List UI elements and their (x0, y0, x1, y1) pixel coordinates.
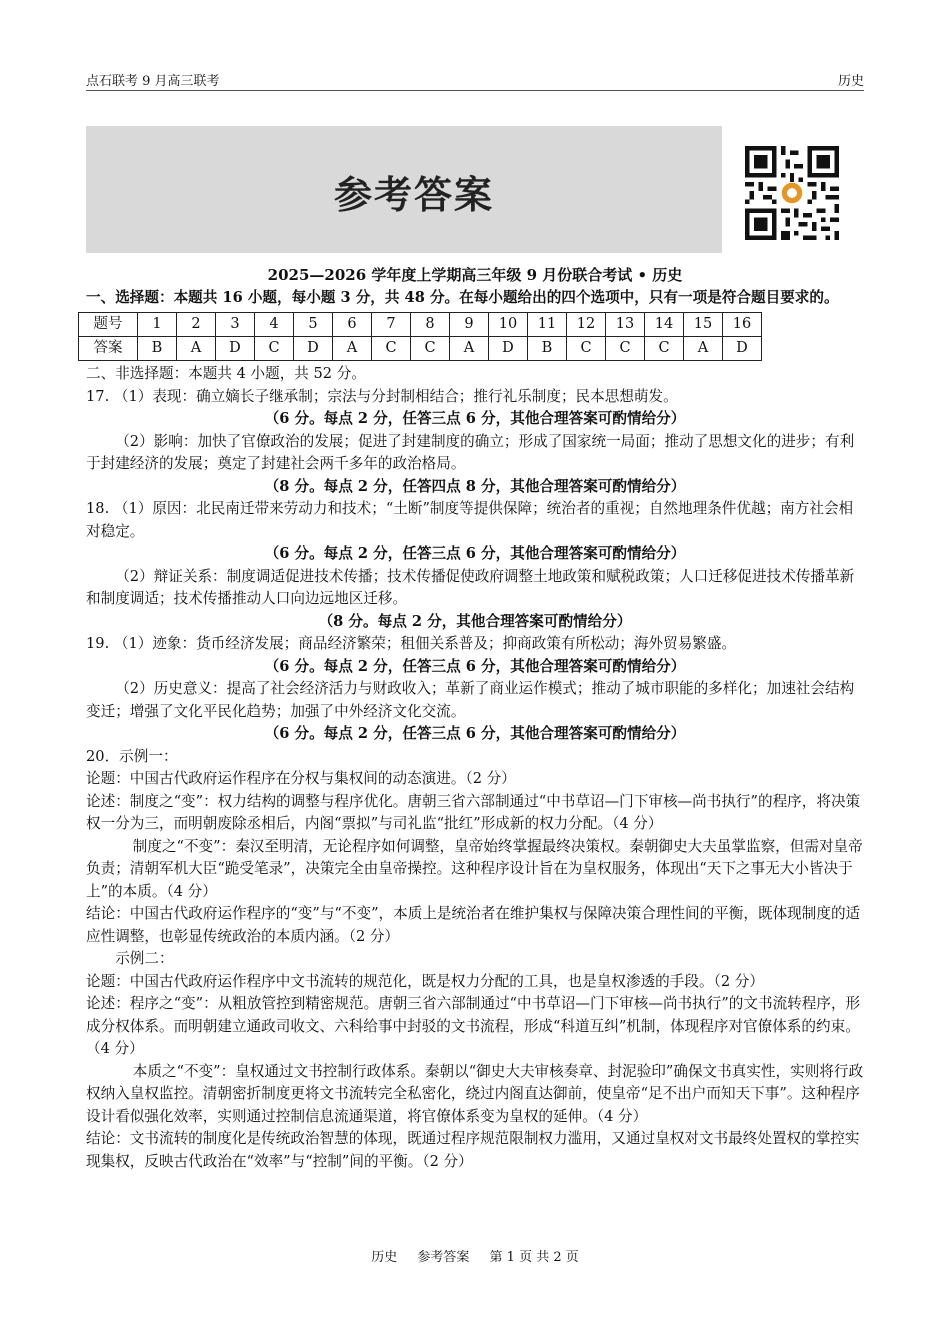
page-footer (0, 1246, 950, 1265)
section2-heading: 二、非选择题：本题共 4 小题，共 52 分。 (86, 365, 366, 382)
table-cell: A (684, 337, 723, 361)
table-cell: B (528, 337, 567, 361)
table-cell: 9 (450, 313, 489, 337)
table-cell: D (294, 337, 333, 361)
table-cell: D (216, 337, 255, 361)
table-cell: 15 (684, 313, 723, 337)
q19-part2: （2）历史意义：提高了社会经济活力与财政收入；革新了商业运作模式；推动了城市职能的多样化；加速社会结构变迁；增强了文化平民化趋势；加强了中外经济文化交流。 (86, 680, 855, 720)
section1-heading: 一、选择题：本题共 16 小题，每小题 3 分，共 48 分。在每小题给出的四个选项中，只有一项是符合题目要求的。 (86, 288, 839, 306)
table-row-answers (79, 337, 762, 361)
table-cell: C (606, 337, 645, 361)
q19-score1: （6 分。每点 2 分，任答三点 6 分，其他合理答案可酌情给分） (264, 657, 686, 675)
table-cell: 11 (528, 313, 567, 337)
table-cell: D (723, 337, 762, 361)
table-cell: D (489, 337, 528, 361)
q18-part1: 18. （1）原因：北民南迁带来劳动力和技术；“土断”制度等提供保障；统治者的重视；自然地理条件优越；南方社会相对稳定。 (86, 500, 854, 540)
banner-title: 参考答案 (334, 172, 495, 217)
row-label-answer: 答案 (79, 337, 138, 361)
table-cell: A (450, 337, 489, 361)
q17-score2: （8 分。每点 2 分，任答四点 8 分，其他合理答案可酌情给分） (264, 477, 686, 495)
q18-score2: （8 分。每点 2 分，其他合理答案可酌情给分） (318, 612, 632, 630)
row-label-number: 题号 (79, 313, 138, 337)
table-cell: 3 (216, 313, 255, 337)
table-cell: B (138, 337, 177, 361)
q17-part1: 17. （1）表现：确立嫡长子继承制；宗法与分封制相结合；推行礼乐制度；民本思想萌发。 (86, 387, 678, 405)
q20-e1-argument2: 制度之“不变”：秦汉至明清，无论程序如何调整，皇帝始终掌握最终决策权。秦朝御史大夫虽掌监察，但需对皇帝负责；清朝军机大臣“跪受笔录”，决策完全由皇帝操控。这种程序设计旨在为皇权服务，体现出“天下之事无大小皆决于上”的本质。（4 分） (86, 837, 863, 900)
qr-code-icon (745, 146, 839, 240)
q20-e1-thesis: 论题：中国古代政府运作程序在分权与集权间的动态演进。（2 分） (86, 770, 516, 787)
header-exam-name: 点石联考 9 月高三联考 (86, 74, 220, 89)
table-cell: 10 (489, 313, 528, 337)
table-cell: C (411, 337, 450, 361)
q18-score1: （6 分。每点 2 分，任答三点 6 分，其他合理答案可酌情给分） (264, 545, 686, 562)
q20-e2-argument2: 本质之“不变”：皇权通过文书控制行政体系。秦朝以“御史大夫审核奏章、封泥验印”确保文书真实性，实则将行政权纳入皇权监控。清朝密折制度更将文书流转完全私密化，绕过内阁直达御前，使皇帝“足不出户而知天下事”。这种程序设计看似强化效率，实则通过控制信息流通渠道，将官僚体系变为皇权的延伸。（4 分） (86, 1062, 864, 1125)
title-banner (86, 126, 722, 253)
table-cell: A (333, 337, 372, 361)
q20-e1-conclusion: 结论：中国古代政府运作程序的“变”与“不变”，本质上是统治者在维护集权与保障决策合理性间的平衡，既体现制度的适应性调整，也彰显传统政治的本质内涵。（2 分） (86, 905, 861, 945)
q19-score2: （6 分。每点 2 分，任答三点 6 分，其他合理答案可酌情给分） (264, 725, 686, 742)
table-cell: 16 (723, 313, 762, 337)
table-cell: 14 (645, 313, 684, 337)
table-cell: 7 (372, 313, 411, 337)
q20-intro: 20．示例一： (86, 747, 178, 765)
q18-part2: （2）辩证关系：制度调适促进技术传播；技术传播促使政府调整土地政策和赋税政策；人口迁移促进技术传播革新和制度调适；技术传播推动人口向边远地区迁移。 (86, 567, 855, 607)
table-cell: 2 (177, 313, 216, 337)
table-cell: C (255, 337, 294, 361)
exam-title: 2025—2026 学年度上学期高三年级 9 月份联合考试 • 历史 (267, 266, 683, 284)
table-cell: 4 (255, 313, 294, 337)
table-row-numbers (79, 313, 762, 337)
answer-content (86, 264, 864, 1173)
q17-score1: （6 分。每点 2 分，任答三点 6 分，其他合理答案可酌情给分） (264, 410, 686, 427)
table-cell: A (177, 337, 216, 361)
page-header (86, 70, 864, 91)
q17-part2: （2）影响：加快了官僚政治的发展；促进了封建制度的确立；形成了国家统一局面；推动了思想文化的进步；有利于封建经济的发展；奠定了封建社会两千多年的政治格局。 (86, 432, 855, 472)
q19-part1: 19. （1）迹象：货币经济发展；商品经济繁荣；租佃关系普及；抑商政策有所松动；海外贸易繁盛。 (86, 635, 737, 652)
table-cell: 12 (567, 313, 606, 337)
footer-page-number: 第 1 页 共 2 页 (489, 1250, 579, 1265)
table-cell: C (567, 337, 606, 361)
answer-table (78, 312, 762, 361)
table-cell: 6 (333, 313, 372, 337)
table-cell: C (645, 337, 684, 361)
q20-e2-argument1: 论述：程序之“变”：从粗放管控到精密规范。唐朝三省六部制通过“中书草诏—门下审核—尚书执行”的文书流转程序，形成分权体系。而明朝建立通政司收文、六科给事中封驳的文书流程，形成“科道互纠”机制，体现程序对官僚体系的约束。（4 分） (86, 995, 861, 1057)
table-cell: 1 (138, 313, 177, 337)
table-cell: 5 (294, 313, 333, 337)
header-subject: 历史 (837, 74, 864, 89)
table-cell: 13 (606, 313, 645, 337)
q20-e1-argument1: 论述：制度之“变”：权力结构的调整与程序优化。唐朝三省六部制通过“中书草诏—门下审核—尚书执行”的程序，将决策权一分为三，而明朝废除丞相后，内阁“票拟”与司礼监“批红”形成新的权力分配。（4 分） (86, 792, 861, 832)
q20-e2-conclusion: 结论：文书流转的制度化是传统政治智慧的体现，既通过程序规范限制权力滥用，又通过皇权对文书最终处置权的掌控实现集权，反映古代政治在“效率”与“控制”间的平衡。（2 分） (86, 1130, 860, 1170)
footer-label: 参考答案 (417, 1250, 470, 1265)
q20-intro2: 示例二： (115, 950, 174, 967)
table-cell: 8 (411, 313, 450, 337)
q20-e2-thesis: 论题：中国古代政府运作程序中文书流转的规范化，既是权力分配的工具，也是皇权渗透的手段。（2 分） (86, 972, 764, 990)
footer-subject: 历史 (371, 1250, 398, 1265)
table-cell: C (372, 337, 411, 361)
